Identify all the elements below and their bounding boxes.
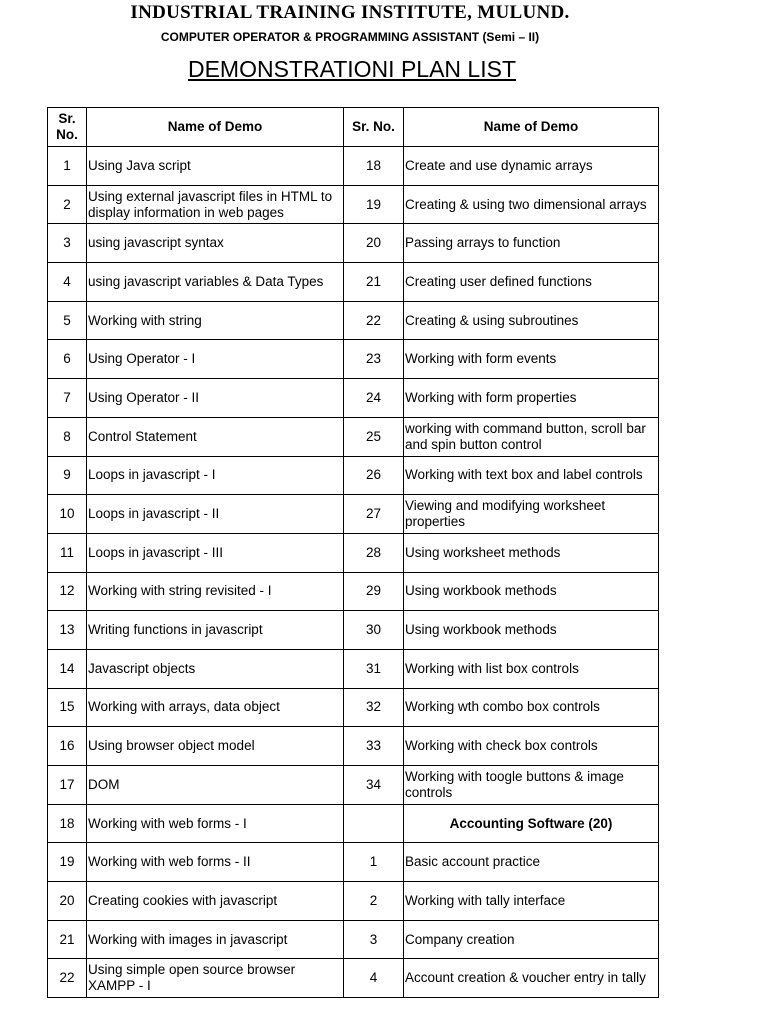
sr-no-cell: 20 bbox=[48, 882, 87, 921]
demo-name-cell: Viewing and modifying worksheet properties bbox=[404, 495, 659, 534]
sr-no-cell: 34 bbox=[344, 766, 404, 805]
demo-name-cell: Loops in javascript - I bbox=[87, 456, 344, 495]
sr-no-cell: 29 bbox=[344, 572, 404, 611]
table-row bbox=[48, 920, 659, 959]
sr-no-cell: 19 bbox=[344, 185, 404, 224]
sr-no-cell: 17 bbox=[48, 766, 87, 805]
sr-no-cell: 31 bbox=[344, 649, 404, 688]
demo-name-cell: Using Operator - I bbox=[87, 340, 344, 379]
table-row bbox=[48, 340, 659, 379]
demo-name-cell: Working with toogle buttons & image controls bbox=[404, 766, 659, 805]
table-row bbox=[48, 766, 659, 805]
demo-name-cell: Using Java script bbox=[87, 147, 344, 186]
table-row bbox=[48, 417, 659, 456]
demo-name-cell: Writing functions in javascript bbox=[87, 611, 344, 650]
sr-no-cell: 2 bbox=[344, 882, 404, 921]
demo-name-header: Name of Demo bbox=[404, 108, 659, 147]
sr-no-cell: 3 bbox=[48, 224, 87, 263]
sr-no-cell: 19 bbox=[48, 843, 87, 882]
sr-no-cell: 33 bbox=[344, 727, 404, 766]
demo-name-cell: Working with text box and label controls bbox=[404, 456, 659, 495]
demo-name-cell: Working with web forms - II bbox=[87, 843, 344, 882]
sr-no-cell: 15 bbox=[48, 688, 87, 727]
sr-no-cell: 6 bbox=[48, 340, 87, 379]
demo-name-cell: Creating & using two dimensional arrays bbox=[404, 185, 659, 224]
table-row bbox=[48, 959, 659, 998]
sr-no-cell: 5 bbox=[48, 301, 87, 340]
demo-name-cell: Creating & using subroutines bbox=[404, 301, 659, 340]
sr-no-cell: 7 bbox=[48, 379, 87, 418]
sr-no-cell: 8 bbox=[48, 417, 87, 456]
table-row bbox=[48, 147, 659, 186]
demo-plan-table bbox=[47, 107, 659, 998]
section-heading-cell: Accounting Software (20) bbox=[404, 804, 659, 843]
sr-no-cell: 4 bbox=[344, 959, 404, 998]
demo-name-cell: Loops in javascript - III bbox=[87, 533, 344, 572]
sr-no-cell: 16 bbox=[48, 727, 87, 766]
table-row bbox=[48, 224, 659, 263]
demo-name-cell: Using Operator - II bbox=[87, 379, 344, 418]
table-header-row bbox=[48, 108, 659, 147]
demo-name-cell: Basic account practice bbox=[404, 843, 659, 882]
demo-name-cell: Working with check box controls bbox=[404, 727, 659, 766]
demo-name-cell: Account creation & voucher entry in tally bbox=[404, 959, 659, 998]
sr-no-cell: 3 bbox=[344, 920, 404, 959]
course-subtitle: COMPUTER OPERATOR & PROGRAMMING ASSISTANT (Semi – II) bbox=[160, 30, 540, 44]
demo-name-cell: Create and use dynamic arrays bbox=[404, 147, 659, 186]
sr-no-cell: 22 bbox=[48, 959, 87, 998]
sr-no-cell: 12 bbox=[48, 572, 87, 611]
sr-no-header: Sr. No. bbox=[344, 108, 404, 147]
sr-no-cell: 23 bbox=[344, 340, 404, 379]
table-row bbox=[48, 649, 659, 688]
demo-name-cell: Control Statement bbox=[87, 417, 344, 456]
demo-name-cell: working with command button, scroll bar and spin button control bbox=[404, 417, 659, 456]
demo-name-cell: Using simple open source browser XAMPP - I bbox=[87, 959, 344, 998]
sr-no-cell: 24 bbox=[344, 379, 404, 418]
sr-no-cell: 14 bbox=[48, 649, 87, 688]
table-row bbox=[48, 688, 659, 727]
demo-name-cell: Company creation bbox=[404, 920, 659, 959]
table-row bbox=[48, 379, 659, 418]
sr-no-cell: 28 bbox=[344, 533, 404, 572]
demo-name-cell: Using workbook methods bbox=[404, 611, 659, 650]
sr-no-cell: 22 bbox=[344, 301, 404, 340]
demo-name-cell: Working with web forms - I bbox=[87, 804, 344, 843]
demo-name-cell: Using browser object model bbox=[87, 727, 344, 766]
sr-no-cell bbox=[344, 804, 404, 843]
sr-no-cell: 2 bbox=[48, 185, 87, 224]
document-title: DEMONSTRATIONI PLAN LIST bbox=[187, 56, 516, 82]
sr-no-cell: 21 bbox=[344, 263, 404, 302]
demo-name-cell: Working with form events bbox=[404, 340, 659, 379]
demo-name-cell: Working with tally interface bbox=[404, 882, 659, 921]
sr-no-cell: 11 bbox=[48, 533, 87, 572]
demo-name-cell: using javascript syntax bbox=[87, 224, 344, 263]
sr-no-cell: 30 bbox=[344, 611, 404, 650]
table-row bbox=[48, 301, 659, 340]
table-row bbox=[48, 804, 659, 843]
table-row bbox=[48, 456, 659, 495]
sr-no-cell: 1 bbox=[344, 843, 404, 882]
table-body bbox=[48, 147, 659, 998]
institute-title: INDUSTRIAL TRAINING INSTITUTE, MULUND. bbox=[130, 2, 570, 23]
table-row bbox=[48, 572, 659, 611]
demo-name-cell: Javascript objects bbox=[87, 649, 344, 688]
sr-no-cell: 4 bbox=[48, 263, 87, 302]
demo-name-cell: Working with images in javascript bbox=[87, 920, 344, 959]
table-row bbox=[48, 611, 659, 650]
sr-no-cell: 9 bbox=[48, 456, 87, 495]
demo-name-cell: Creating cookies with javascript bbox=[87, 882, 344, 921]
table-row bbox=[48, 882, 659, 921]
sr-no-cell: 18 bbox=[344, 147, 404, 186]
sr-no-header: Sr. No. bbox=[48, 108, 87, 147]
sr-no-cell: 20 bbox=[344, 224, 404, 263]
sr-no-cell: 13 bbox=[48, 611, 87, 650]
demo-name-cell: Working with string bbox=[87, 301, 344, 340]
sr-no-cell: 1 bbox=[48, 147, 87, 186]
sr-no-cell: 25 bbox=[344, 417, 404, 456]
demo-name-cell: Using worksheet methods bbox=[404, 533, 659, 572]
sr-no-cell: 10 bbox=[48, 495, 87, 534]
sr-no-cell: 21 bbox=[48, 920, 87, 959]
demo-name-cell: using javascript variables & Data Types bbox=[87, 263, 344, 302]
sr-no-cell: 32 bbox=[344, 688, 404, 727]
demo-name-cell: Loops in javascript - II bbox=[87, 495, 344, 534]
demo-name-cell: Working with arrays, data object bbox=[87, 688, 344, 727]
table-row bbox=[48, 727, 659, 766]
table-row bbox=[48, 185, 659, 224]
table-row bbox=[48, 263, 659, 302]
sr-no-cell: 18 bbox=[48, 804, 87, 843]
sr-no-cell: 27 bbox=[344, 495, 404, 534]
demo-name-cell: Creating user defined functions bbox=[404, 263, 659, 302]
demo-name-cell: Using external javascript files in HTML to display information in web pages bbox=[87, 185, 344, 224]
demo-name-cell: Working with list box controls bbox=[404, 649, 659, 688]
table-row bbox=[48, 495, 659, 534]
table-row bbox=[48, 843, 659, 882]
table-row bbox=[48, 533, 659, 572]
demo-name-cell: Working with form properties bbox=[404, 379, 659, 418]
demo-name-header: Name of Demo bbox=[87, 108, 344, 147]
demo-name-cell: Passing arrays to function bbox=[404, 224, 659, 263]
demo-name-cell: DOM bbox=[87, 766, 344, 805]
sr-no-cell: 26 bbox=[344, 456, 404, 495]
demo-name-cell: Using workbook methods bbox=[404, 572, 659, 611]
demo-name-cell: Working with string revisited - I bbox=[87, 572, 344, 611]
demo-name-cell: Working wth combo box controls bbox=[404, 688, 659, 727]
